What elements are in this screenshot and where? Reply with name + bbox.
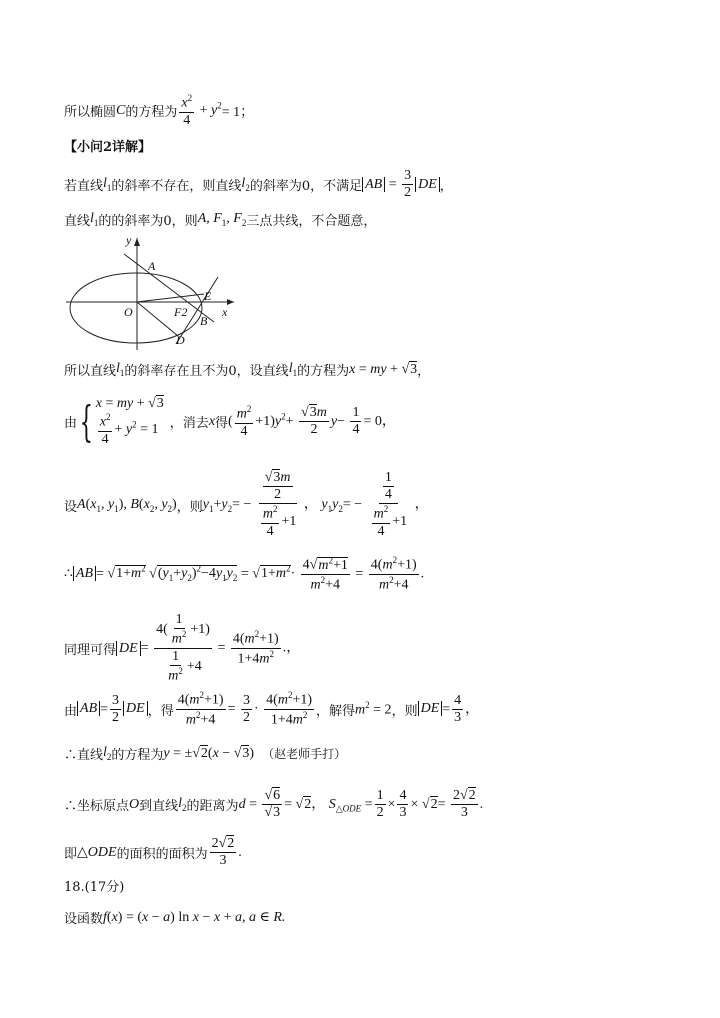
de-length-line: 同理可得 DE = 4( $\frac{1}{m^2}$ +1) $\frac{1}{m^2}$ +4 = $\frac{4(m^2+1)}{1+4m^2}$ .， xyxy=(64,612,301,684)
subquestion-2-header: 【小问2详解】 xyxy=(64,140,152,155)
area-conclusion-line: 即 △ODE 的面积的面积为 $\frac{2√2}{3}$ . xyxy=(64,836,242,869)
label-a: A xyxy=(148,259,156,273)
slope-nonexistent-line: 若直线 $l_1$ 的斜率不存在，则直线 $l_2$ 的斜率为0，不满足 AB = $\frac{3}{2}$ DE ， xyxy=(64,168,453,201)
ellipse-equation-line: 所以椭圆 C 的方程为 $\frac{x^2}{4}$ + $y^2$ = 1； xyxy=(64,93,255,128)
system-line: 由 { x = my + √3 $\frac{x^2}{4}$ + $y^2 = 1$ ，消去 x 得 ( $\frac{m^2}{4}$ $+1)y^2+$ $\frac{√3m}{2}$ y− $\frac{1}{4}$ = 0， xyxy=(64,396,396,447)
label-f2: F2 xyxy=(174,305,188,319)
label-o: O xyxy=(124,305,133,319)
function-definition-line: 设函数 f(x) = (x − a) ln x − x + a, a ∈ R. xyxy=(64,910,286,927)
line-equation-line: 所以直线 $l_1$ 的斜率存在且不为0，设直线 $l_1$ 的方程为 x = my + √3 ， xyxy=(64,361,431,379)
l2-equation-line: ∴直线 $l_2$ 的方程为 y = ±√2(x − √3) （赵老师手打） xyxy=(64,745,347,763)
slope-zero-line: 直线 $l_1$ 的的斜率为0，则 A, $F_1$, $F_2$ 三点共线，不合题意， xyxy=(64,211,377,229)
distance-area-line: ∴坐标原点 O 到直线 $l_2$ 的距离为 d = $\frac{√6}{√3}$ = √2， $S_{\triangle ODE}$ = $\frac{1}{2}$ × $\frac{4}{3}$ × √2= $\frac{2√2}{3}$ . xyxy=(64,788,484,821)
label-d: D xyxy=(176,333,185,347)
solve-m-line: 由 AB = $\frac{3}{2}$ DE ，得 $\frac{4(m^2+1)}{m^2+4}$ = $\frac{3}{2}$ · $\frac{4(m^2+1)}{1+4m^2}$ ，解得 $m^2 = 2$ ，则 DE = $\frac{4}{3}$ ， xyxy=(64,690,480,728)
vieta-line: 设 $A(x_1$, $y_1$), $B(x_2$, $y_2$) ，则 $y_1+y_2=$ − $\frac{√3m}{2}$ $\frac{m^2}{4}$ +1 ， $y_1y_2=$ − $\frac{1}{4}$ $\frac{m^2}{4}$ +1 ， xyxy=(64,470,429,539)
label-b: B xyxy=(200,314,208,328)
label-y: y xyxy=(126,233,132,247)
label-e: E xyxy=(204,289,212,303)
label-x: x xyxy=(222,305,228,319)
ab-length-line: ∴ AB = $√1+m^2$ $√(y_1+y_2)^2-4y_1y_2 = √1+m^2\cdot$ $\frac{4√m^2+1}{m^2+4}$ = $\frac{4(m^2+1)}{m^2+4}$ . xyxy=(64,555,425,593)
ellipse-figure xyxy=(64,232,240,352)
question-18-header: 18.(17分) xyxy=(64,880,125,895)
